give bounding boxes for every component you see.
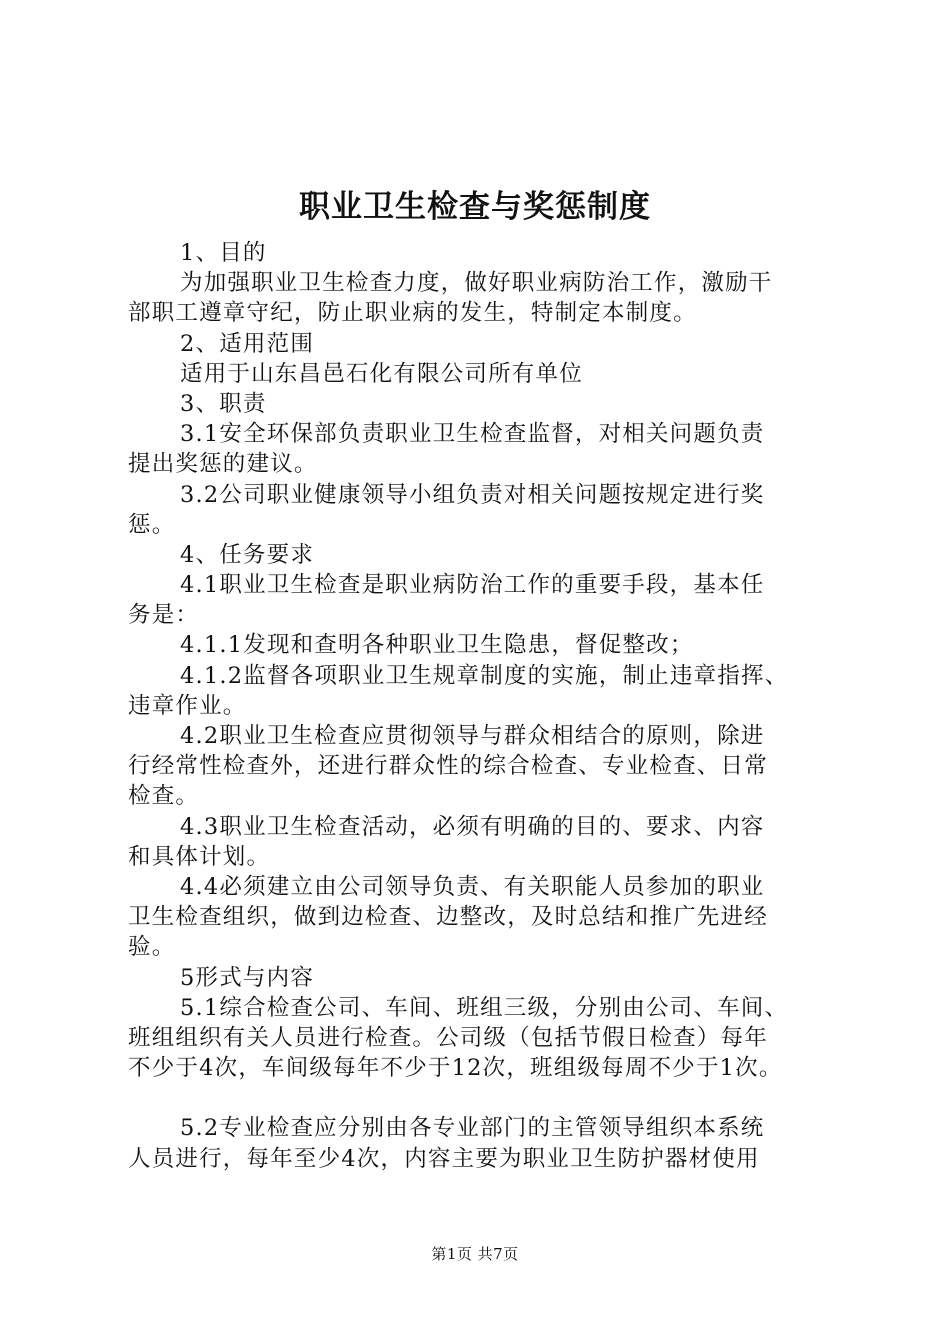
paragraph-line: 5.2专业检查应分别由各专业部门的主管领导组织本系统 [180,1115,765,1142]
paragraph-line: 5.1综合检查公司、车间、班组三级，分别由公司、车间、 [180,994,789,1021]
paragraph-line: 违章作业。 [128,692,247,719]
paragraph-line: 4.2职业卫生检查应贯彻领导与群众相结合的原则，除进 [180,723,765,749]
section-heading-3: 3、职责 [180,390,267,417]
paragraph-line: 班组组织有关人员进行检查。公司级（包括节假日检查）每年 [128,1024,768,1051]
page-footer: 第1页 共7页 [431,1245,519,1263]
paragraph-line: 适用于山东昌邑石化有限公司所有单位 [180,360,583,387]
paragraph-line: 人员进行，每年至少4次，内容主要为职业卫生防护器材使用 [128,1145,760,1172]
section-heading-1: 1、目的 [180,240,267,266]
paragraph-line: 务是： [128,602,200,629]
paragraph-line: 4.1职业卫生检查是职业病防治工作的重要手段，基本任 [180,572,765,599]
paragraph-line: 不少于4次，车间级每年不少于12次，班组级每周不少于1次。 [128,1055,783,1082]
section-heading-5: 5形式与内容 [180,964,315,991]
paragraph-line: 部职工遵章守纪，防止职业病的发生，特制定本制度。 [128,300,697,327]
section-heading-4: 4、任务要求 [180,541,315,568]
paragraph-line: 3.2公司职业健康领导小组负责对相关问题按规定进行奖 [180,481,765,508]
paragraph-line: 和具体计划。 [128,843,271,870]
document-body [128,238,834,1174]
paragraph-line: 卫生检查组织，做到边检查、边整改，及时总结和推广先进经 [128,904,768,931]
paragraph-line: 验。 [128,934,176,961]
section-heading-2: 2、适用范围 [180,330,315,357]
document-title: 职业卫生检查与奖惩制度 [299,189,651,225]
paragraph-line: 惩。 [128,511,176,538]
paragraph-line: 4.3职业卫生检查活动，必须有明确的目的、要求、内容 [180,813,765,840]
paragraph-line: 行经常性检查外，还进行群众性的综合检查、专业检查、日常 [128,753,768,780]
paragraph-line: 4.1.2监督各项职业卫生规章制度的实施，制止违章指挥、 [180,662,789,689]
paragraph-line: 检查。 [128,783,200,810]
paragraph-line: 4.4必须建立由公司领导负责、有关职能人员参加的职业 [180,873,765,900]
paragraph-line: 3.1安全环保部负责职业卫生检查监督，对相关问题负责 [180,421,765,448]
paragraph-line: 提出奖惩的建议。 [128,451,318,478]
paragraph-line: 为加强职业卫生检查力度，做好职业病防治工作，激励干 [180,270,773,297]
paragraph-line: 4.1.1发现和查明各种职业卫生隐患，督促整改； [180,632,694,659]
blank-line [128,1083,834,1113]
